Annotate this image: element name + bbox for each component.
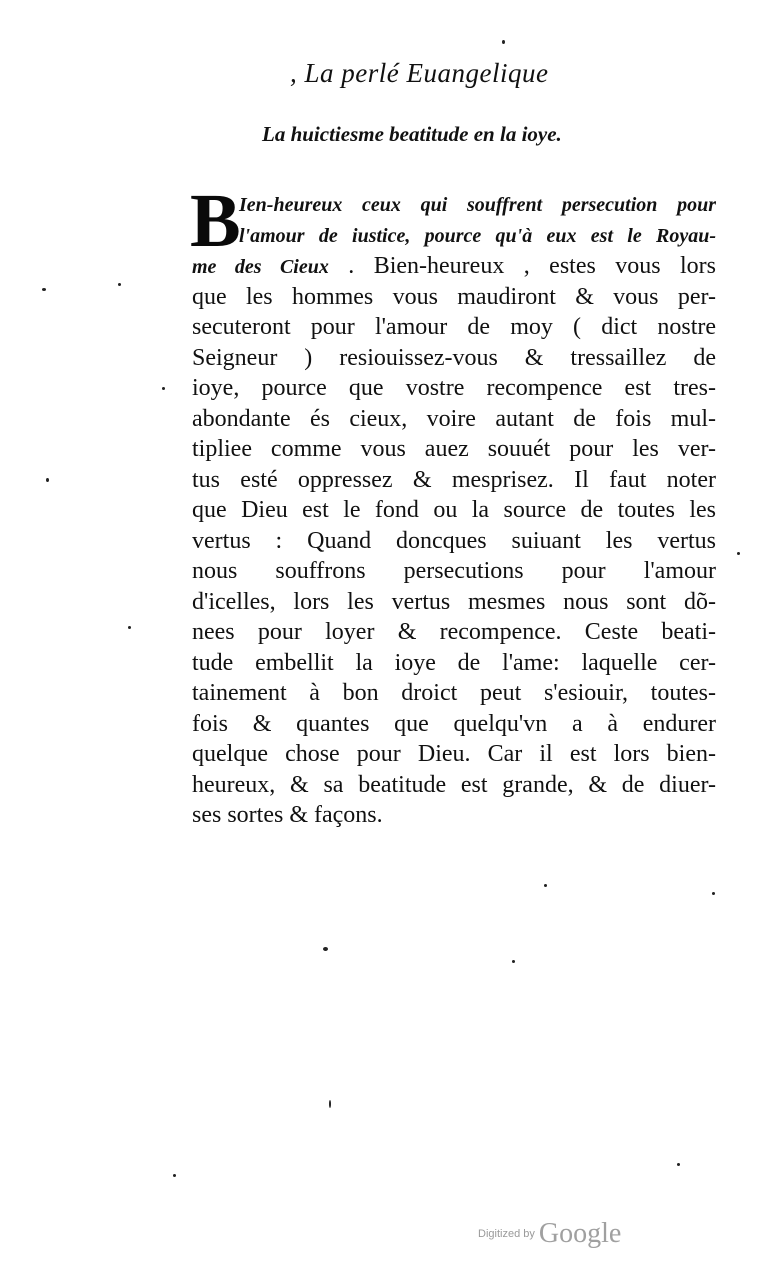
text-line: abondante és cieux, voire autant de fois mul- <box>192 405 716 432</box>
scan-speck <box>329 1100 331 1108</box>
text-line <box>192 251 716 282</box>
text-line: l'amour de iustice, pource qu'à eux est le Royau- <box>239 224 716 247</box>
text-line: nous souffrons persecutions pour l'amour <box>192 558 716 584</box>
text-line: heureux, & sa beatitude est grande, & de diuer- <box>192 771 716 798</box>
scan-speck <box>46 478 49 482</box>
scan-speck <box>712 892 715 895</box>
watermark-brand: Google <box>538 1218 622 1249</box>
body-text <box>192 190 716 831</box>
scan-speck <box>737 552 740 555</box>
text-line-roman-part: . Bien-heureux , estes vous lors <box>348 253 716 279</box>
scan-speck <box>512 960 515 963</box>
text-line: Seigneur ) resiouissez-vous & tressaillez de <box>192 344 716 371</box>
text-line: ioye, pource que vostre recompence est tres- <box>192 375 716 401</box>
digitized-watermark <box>478 1218 621 1250</box>
section-title: La huictiesme beatitude en la ioye. <box>262 122 562 146</box>
running-head: , La perlé Euangelique <box>290 58 549 88</box>
text-line: vertus : Quand doncques suiuant les vertus <box>192 527 716 554</box>
scan-speck <box>118 283 121 286</box>
text-line: Ien-heureux ceux qui souffrent persecution pour <box>239 194 716 216</box>
text-line: que Dieu est le fond ou la source de toutes les <box>192 497 716 523</box>
text-line: que les hommes vous maudiront & vous per- <box>192 283 716 310</box>
text-line: secuteront pour l'amour de moy ( dict nostre <box>192 314 716 340</box>
watermark-prefix: Digitized by <box>478 1228 535 1240</box>
text-line: fois & quantes que quelqu'vn a à endurer <box>192 710 716 737</box>
scan-speck <box>323 947 328 951</box>
scan-speck <box>128 626 131 629</box>
text-line: d'icelles, lors les vertus mesmes nous sont dõ- <box>192 588 716 615</box>
text-line: tipliee comme vous auez souuét pour les ver- <box>192 436 716 462</box>
scan-speck <box>502 40 505 44</box>
scan-speck <box>677 1163 680 1166</box>
text-line: tude embellit la ioye de l'ame: laquelle cer- <box>192 649 716 676</box>
text-line: tainement à bon droict peut s'esiouir, toutes- <box>192 680 716 706</box>
scan-speck <box>173 1174 176 1177</box>
text-line: quelque chose pour Dieu. Car il est lors bien- <box>192 741 716 767</box>
scan-speck <box>544 884 547 887</box>
scan-speck <box>162 387 165 390</box>
drop-cap-initial: B <box>190 179 241 263</box>
text-line: ses sortes & façons. <box>192 802 383 828</box>
text-line: tus esté oppressez & mesprisez. Il faut noter <box>192 466 716 493</box>
scan-speck <box>42 288 46 291</box>
text-line: nees pour loyer & recompence. Ceste beati- <box>192 619 716 645</box>
text-line-italic-part: me des Cieux <box>192 256 329 278</box>
